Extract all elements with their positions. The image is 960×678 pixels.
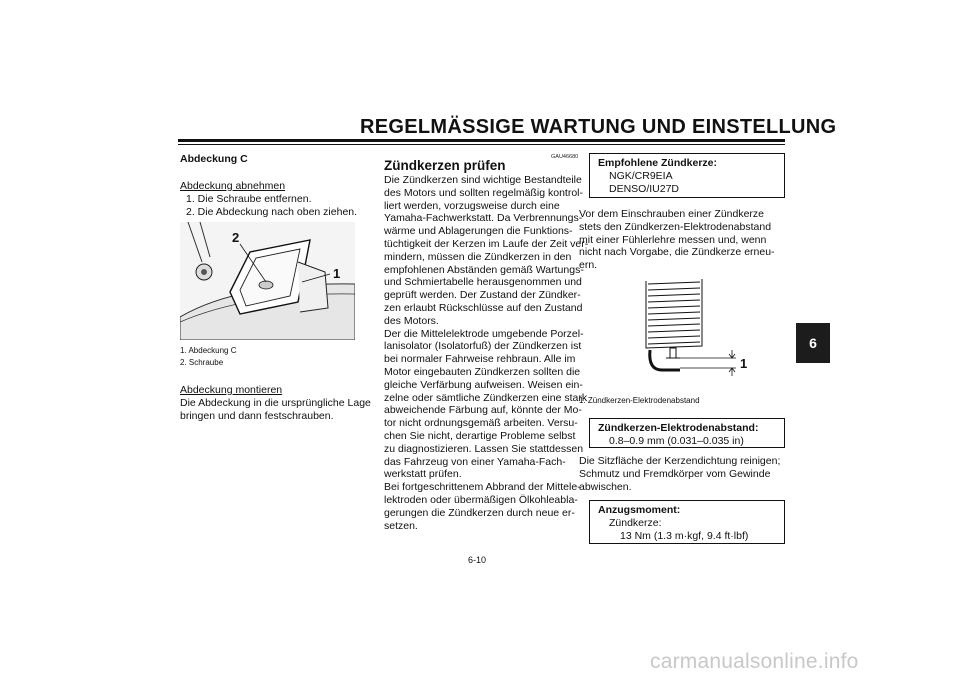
body-line: lanisolator (Isolatorfuß) der Zündkerzen ist — [384, 340, 582, 353]
body-line: und Schmiertabelle herausgenommen und — [384, 276, 582, 289]
body-line: zu diagnostizieren. Lassen Sie stattdessen — [384, 442, 584, 455]
para-line: stets den Zündkerzen-Elektrodenabstand — [579, 220, 772, 233]
body-line: werkstatt prüfen. — [384, 468, 462, 481]
install-cover-heading: Abdeckung montieren — [180, 384, 283, 396]
remove-step-1: 1. Die Schraube entfernen. — [186, 193, 312, 205]
header-rule — [178, 139, 785, 142]
watermark: carmanualsonline.info — [650, 650, 859, 673]
recommended-plug-ngk: NGK/CR9EIA — [609, 169, 673, 182]
caption-electrode-gap: 1. Zündkerzen-Elektrodenabstand — [579, 396, 700, 405]
figure-label-2: 2 — [232, 230, 240, 245]
body-line: das Fahrzeug von einer Yamaha-Fach- — [384, 455, 566, 468]
body-line: Motor eingebauten Zündkerzen sollten die — [384, 365, 581, 378]
recommended-plug-denso: DENSO/IU27D — [609, 182, 680, 195]
body-line: zelne oder sämtliche Zündkerzen eine stark — [384, 391, 588, 404]
torque-title: Anzugsmoment: — [598, 504, 681, 516]
body-line: gleiche Verfärbung aufweisen. Weisen ein- — [384, 378, 583, 391]
para-line: ern. — [579, 259, 598, 272]
caption-screw: 2. Schraube — [180, 358, 224, 367]
install-text-line-2: bringen und dann festschrauben. — [180, 410, 334, 422]
electrode-gap-box — [589, 418, 785, 448]
header-rule-thin — [178, 144, 785, 145]
body-line: abweichende Färbung auf, könnte der Mo- — [384, 404, 582, 417]
section-title-cover-c: Abdeckung C — [180, 153, 248, 165]
body-line: chen Sie nicht, derartige Probleme selbst — [384, 429, 576, 442]
gap-figure-label-1: 1 — [740, 356, 748, 371]
para-line: nicht nach Vorgabe, die Zündkerze erneu- — [579, 246, 775, 259]
cover-c-figure — [180, 222, 355, 340]
gap-check-paragraph — [579, 208, 775, 272]
body-line: tor nicht ordnungsgemäß arbeiten. Versu- — [384, 417, 578, 430]
body-line: liert werden, vorzugsweise durch eine — [384, 199, 560, 212]
body-line: wärme und Ablagerungen die Funktions- — [384, 225, 573, 238]
install-text-line-1: Die Abdeckung in die ursprüngliche Lage — [180, 397, 371, 409]
electrode-gap-title: Zündkerzen-Elektrodenabstand: — [598, 422, 759, 434]
torque-box — [589, 500, 785, 544]
body-line: Der die Mittelelektrode umgebende Porzel- — [384, 327, 584, 340]
body-line: zen erlaubt Rückschlüsse auf den Zustand — [384, 301, 583, 314]
cleaning-paragraph — [579, 455, 780, 493]
document-code: GAU46680 — [551, 154, 579, 160]
body-line: mindern, müssen die Zündkerzen in den — [384, 250, 572, 263]
body-line: empfohlenen Abständen gemäß Wartungs- — [384, 263, 584, 276]
caption-cover-c: 1. Abdeckung C — [180, 346, 237, 355]
remove-cover-heading: Abdeckung abnehmen — [180, 180, 286, 192]
body-line: bei normaler Fahrweise rehbraun. Alle im — [384, 353, 576, 366]
body-line: geprüft werden. Der Zustand der Zündker- — [384, 289, 581, 302]
para-line: Vor dem Einschrauben einer Zündkerze — [579, 208, 765, 220]
body-line: setzen. — [384, 519, 418, 532]
remove-step-2: 2. Die Abdeckung nach oben ziehen. — [186, 206, 358, 218]
body-line: lektroden oder übermäßigen Ölkohleabla- — [384, 493, 578, 506]
torque-value: 13 Nm (1.3 m·kgf, 9.4 ft·lbf) — [620, 529, 749, 542]
body-line: tüchtigkeit der Kerzen im Laufe der Zeit ver- — [384, 237, 589, 250]
body-line: des Motors. — [384, 314, 439, 327]
spark-plug-heading: Zündkerzen prüfen — [384, 158, 506, 173]
chapter-tab: 6 — [796, 323, 830, 363]
body-line: Bei fortgeschrittenem Abbrand der Mittele- — [384, 481, 581, 494]
figure-label-1: 1 — [333, 266, 341, 281]
page-number: 6-10 — [468, 555, 487, 565]
body-line: Yamaha-Fachwerkstatt. Da Verbrennungs- — [384, 212, 583, 225]
para-line: abwischen. — [579, 480, 632, 493]
para-line: Die Sitzfläche der Kerzendichtung reinigen; — [579, 455, 781, 467]
para-line: Schmutz und Fremdkörper vom Gewinde — [579, 467, 771, 480]
electrode-gap-value: 0.8–0.9 mm (0.031–0.035 in) — [609, 434, 744, 447]
body-line: Die Zündkerzen sind wichtige Bestandteile — [384, 174, 582, 186]
recommended-plug-box — [589, 153, 785, 198]
spark-plug-body — [384, 174, 588, 532]
torque-subtitle: Zündkerze: — [609, 516, 662, 529]
recommended-plug-title: Empfohlene Zündkerze: — [598, 157, 718, 169]
page-header-title: REGELMÄSSIGE WARTUNG UND EINSTELLUNG — [360, 116, 837, 138]
para-line: mit einer Fühlerlehre messen und, wenn — [579, 233, 767, 246]
spark-plug-figure — [640, 276, 760, 384]
body-line: des Motors und sollten regelmäßig kontrol- — [384, 186, 584, 199]
body-line: gerungen die Zündkerzen durch neue er- — [384, 506, 575, 519]
